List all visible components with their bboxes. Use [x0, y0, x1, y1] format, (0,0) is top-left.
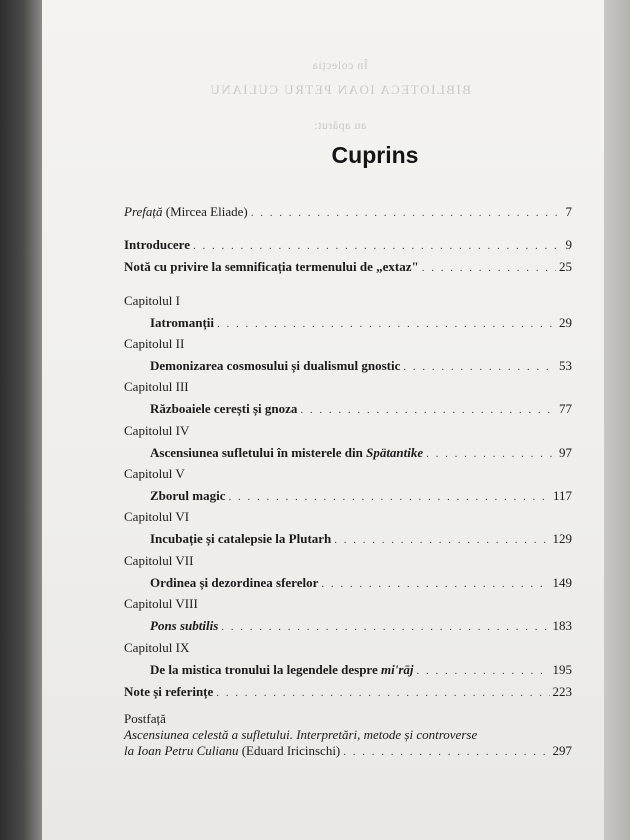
- page-number: 223: [552, 684, 572, 699]
- page-number: 195: [552, 662, 572, 677]
- leader-dots: [334, 532, 549, 548]
- postface-title-line-1: Ascensiunea celestă a sufletului. Interpretări, metode și controverse: [124, 727, 478, 742]
- book-spine-shadow: [0, 0, 42, 840]
- leader-dots: [217, 316, 556, 332]
- chapter-title: Pons subtilis: [150, 618, 219, 633]
- page-number: 77: [559, 401, 572, 416]
- preface-title: Prefață: [124, 204, 163, 219]
- toc-entry-note: [124, 259, 572, 276]
- toc-chapter-5: [124, 466, 572, 505]
- bleed-through-line-2: BIBLIOTECA IOAN PETRU CULIANU: [209, 82, 471, 97]
- toc-chapter-8: [124, 596, 572, 635]
- toc-entry-postface: [124, 711, 572, 760]
- entry-title: Note și referințe: [124, 684, 214, 699]
- page-title: Cuprins: [331, 142, 419, 168]
- toc-chapter-1: [124, 293, 572, 332]
- page-number: 129: [552, 531, 572, 546]
- toc-chapter-9: [124, 640, 572, 679]
- toc-chapter-2: [124, 336, 572, 375]
- entry-title: Introducere: [124, 237, 190, 252]
- entry-title: Notă cu privire la semnificația termenului de „extaz": [124, 259, 419, 274]
- chapter-title: Iatromanții: [150, 315, 215, 330]
- page-edge: [604, 0, 630, 840]
- leader-dots: [343, 744, 549, 760]
- chapter-title-emphasis: mi'rāj: [380, 662, 414, 677]
- leader-dots: [228, 489, 549, 505]
- chapter-label: Capitolul V: [124, 466, 185, 481]
- chapter-label: Capitolul IV: [124, 423, 190, 438]
- toc-chapter-3: [124, 379, 572, 418]
- toc-entry-notes: [124, 684, 572, 701]
- leader-dots: [216, 685, 549, 701]
- chapter-label: Capitolul I: [124, 293, 180, 308]
- chapter-label: Capitolul IX: [124, 640, 190, 655]
- page-number: 7: [565, 204, 572, 219]
- chapter-title: De la mistica tronului la legendele despre: [150, 662, 381, 677]
- page-number: 29: [559, 315, 572, 330]
- toc-entry-introduction: [124, 237, 572, 254]
- chapter-label: Capitolul VIII: [124, 596, 198, 611]
- page-number: 183: [552, 618, 572, 633]
- chapter-label: Capitolul III: [124, 379, 189, 394]
- chapter-title: Ascensiunea sufletului în misterele din: [150, 445, 367, 460]
- bleed-through-line-3: au apărut:: [313, 118, 367, 132]
- leader-dots: [417, 663, 550, 679]
- chapter-label: Capitolul VI: [124, 509, 190, 524]
- page-number: 9: [565, 237, 572, 252]
- postface-label: Postfață: [124, 711, 166, 726]
- leader-dots: [221, 619, 549, 635]
- leader-dots: [426, 446, 556, 462]
- chapter-title: Ordinea și dezordinea sferelor: [150, 575, 319, 590]
- chapter-title: Zborul magic: [150, 488, 226, 503]
- chapter-label: Capitolul II: [124, 336, 185, 351]
- leader-dots: [251, 205, 563, 221]
- leader-dots: [403, 359, 556, 375]
- postface-title-line-2: la Ioan Petru Culianu: [124, 743, 239, 758]
- bleed-through-line-1: În colecția: [312, 58, 368, 72]
- toc-chapter-6: [124, 509, 572, 548]
- postface-author: (Eduard Iricinschi): [241, 743, 341, 758]
- page-number: 53: [559, 358, 572, 373]
- chapter-title: Incubație și catalepsie la Plutarh: [150, 531, 332, 546]
- page-number: 117: [552, 488, 572, 503]
- toc-chapter-7: [124, 553, 572, 592]
- page-number: 149: [552, 575, 572, 590]
- chapter-title: Războaiele cerești și gnoza: [150, 401, 298, 416]
- leader-dots: [300, 402, 556, 418]
- page-number: 25: [559, 259, 572, 274]
- leader-dots: [321, 576, 549, 592]
- chapter-title: Demonizarea cosmosului și dualismul gnostic: [150, 358, 401, 373]
- toc-chapter-4: [124, 423, 572, 462]
- preface-author: (Mircea Eliade): [165, 204, 248, 219]
- chapter-label: Capitolul VII: [124, 553, 194, 568]
- leader-dots: [193, 238, 563, 254]
- toc-entry-preface: [124, 204, 572, 221]
- chapter-title-emphasis: Spätantike: [366, 445, 424, 460]
- leader-dots: [422, 260, 556, 276]
- page-number: 97: [559, 445, 572, 460]
- page-number: 297: [552, 743, 572, 758]
